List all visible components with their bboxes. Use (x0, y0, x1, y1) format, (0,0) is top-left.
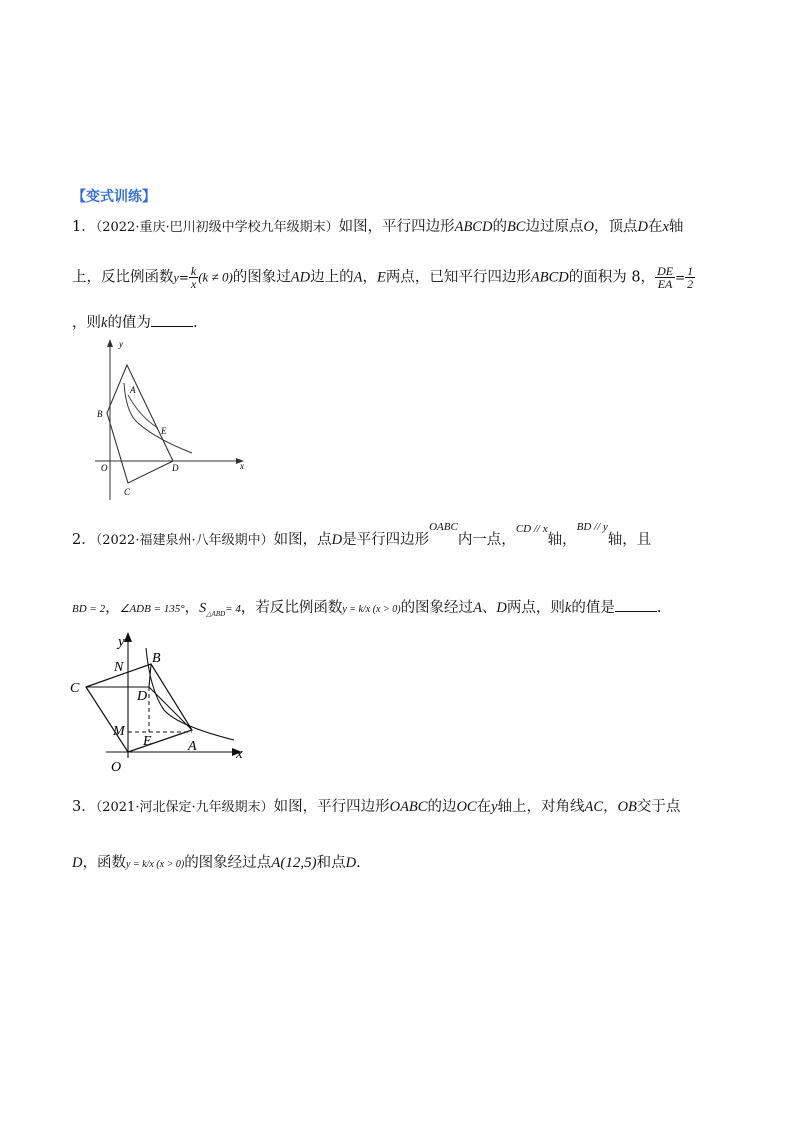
text: 的值为 (107, 315, 151, 331)
y-axis-arrow (107, 339, 113, 347)
label-x: x (236, 746, 243, 762)
label-y: y (119, 339, 123, 349)
label-x: x (240, 461, 244, 471)
parallelogram-abcd (107, 365, 173, 483)
frac-num: 1 (687, 264, 694, 278)
label-m: M (113, 724, 125, 739)
label-y: y (118, 634, 125, 650)
text: ，若反比例函数 (240, 600, 343, 616)
frac-den: EA (657, 277, 673, 291)
text: 的面积为 8， (568, 269, 656, 286)
text: . (656, 600, 662, 616)
text: ， (362, 269, 377, 286)
problem-2-line-2 (72, 597, 661, 624)
math: D (345, 855, 357, 871)
fraction-de-ea (655, 265, 675, 290)
fraction-one-half (685, 265, 695, 290)
math: OB (617, 799, 637, 815)
math: CD // x (515, 523, 548, 535)
text: . (192, 315, 198, 331)
math: △ABD (206, 609, 226, 618)
text: ， (105, 600, 120, 616)
text: 的边 (427, 799, 457, 815)
math: (k ≠ 0) (198, 269, 233, 285)
math: ABCD (454, 219, 493, 235)
text: 在 (476, 799, 492, 815)
problem-source: （2022·重庆·巴川初级中学校九年级期末） (95, 220, 339, 235)
text: 的图象过 (232, 269, 291, 286)
text: ，顶点 (593, 219, 638, 235)
figure-1 (90, 335, 260, 505)
math: ABCD (530, 269, 569, 286)
math: AC (584, 799, 604, 815)
frac-num: DE (657, 264, 674, 278)
y-axis-arrow (124, 632, 132, 642)
text: 和点 (316, 855, 346, 871)
label-e: E (143, 734, 152, 749)
text: 两点，则 (506, 600, 565, 616)
parallelogram-oabc (86, 664, 192, 752)
math: OABC (429, 521, 458, 533)
text: 内一点， (457, 532, 516, 548)
math: ∠ADB = 135° (119, 603, 185, 615)
math: BC (506, 219, 526, 235)
label-o: O (101, 463, 108, 473)
problem-number: 1． (72, 219, 96, 235)
text: 轴， (547, 532, 577, 548)
problem-1-line-3 (72, 312, 198, 333)
text: ， (184, 600, 200, 616)
label-b: B (97, 409, 103, 419)
text: 轴上，对角线 (497, 799, 585, 815)
problem-3-line-2 (72, 853, 361, 875)
math: y = k/x (x > 0) (125, 859, 185, 870)
math: y (491, 799, 498, 815)
math: AD (290, 269, 311, 286)
label-c: C (124, 487, 131, 497)
math: D (331, 532, 343, 548)
text: 是平行四边形 (342, 532, 430, 548)
problem-source: （2021·河北保定·九年级期末） (95, 800, 274, 815)
math: k (564, 600, 572, 616)
frac-num: k (190, 264, 197, 278)
text: 两点，已知平行四边形 (385, 269, 531, 286)
text: 的图象经过 (400, 600, 474, 616)
math: OABC (389, 799, 428, 815)
math: A (473, 600, 482, 616)
section-title: 【变式训练】 (72, 189, 156, 205)
text: 如图，平行四边形 (273, 799, 390, 815)
math: A(12,5) (271, 855, 317, 871)
text: 的 (492, 219, 507, 235)
math: BD // y (576, 521, 608, 533)
math: = (178, 270, 189, 285)
text: 的图象经过点 (184, 855, 272, 871)
label-d: D (137, 689, 148, 704)
math: O (583, 219, 594, 235)
math: E (377, 269, 386, 286)
text: 、 (481, 600, 497, 616)
text: 如图，点 (273, 532, 332, 548)
math: y = k/x (x > 0) (342, 604, 401, 615)
problem-1-line-1 (72, 217, 683, 238)
answer-blank[interactable] (151, 312, 193, 327)
text: 的值是 (571, 600, 615, 616)
text: 边过原点 (525, 219, 584, 235)
text: 在 (647, 219, 663, 235)
text: ，则 (72, 315, 101, 331)
text: ，函数 (82, 855, 126, 871)
frac-den: 2 (687, 277, 694, 291)
math: x (662, 219, 669, 235)
problem-3-line-1 (72, 797, 680, 818)
label-o: O (111, 760, 122, 775)
math: = 4 (225, 603, 241, 615)
math: OC (456, 799, 477, 815)
text: 轴，且 (607, 532, 652, 548)
label-b: B (152, 651, 161, 666)
problem-number: 2． (72, 532, 96, 548)
label-n: N (114, 660, 124, 675)
fraction-k-over-x (189, 265, 198, 290)
math: A (353, 269, 363, 286)
text: 交于点 (636, 799, 681, 815)
math: S (199, 601, 207, 616)
math: D (496, 600, 507, 616)
text: ， (603, 799, 618, 815)
text: 如图，平行四边形 (338, 219, 455, 235)
math: D (637, 219, 648, 235)
label-d: D (172, 463, 179, 473)
text: 轴 (668, 219, 684, 235)
text: 上，反比例函数 (72, 269, 174, 286)
label-a: A (188, 739, 197, 754)
curve-segment (128, 395, 158, 428)
problem-number: 3． (72, 799, 96, 815)
math: D (72, 855, 83, 871)
math: = (675, 270, 686, 285)
problem-2-line-1 (72, 521, 652, 551)
figure-2 (66, 628, 256, 778)
text: 边上的 (310, 269, 354, 286)
math: k (101, 315, 108, 331)
label-c: C (70, 681, 80, 696)
label-a: A (130, 385, 136, 395)
answer-blank[interactable] (615, 597, 657, 612)
problem-1-line-2 (72, 265, 695, 290)
problem-source: （2022·福建泉州·八年级期中） (95, 533, 274, 548)
math: BD = 2 (72, 603, 106, 615)
math: y (173, 270, 179, 285)
label-e: E (161, 426, 167, 436)
frac-den: x (190, 277, 197, 291)
text: . (356, 855, 361, 871)
